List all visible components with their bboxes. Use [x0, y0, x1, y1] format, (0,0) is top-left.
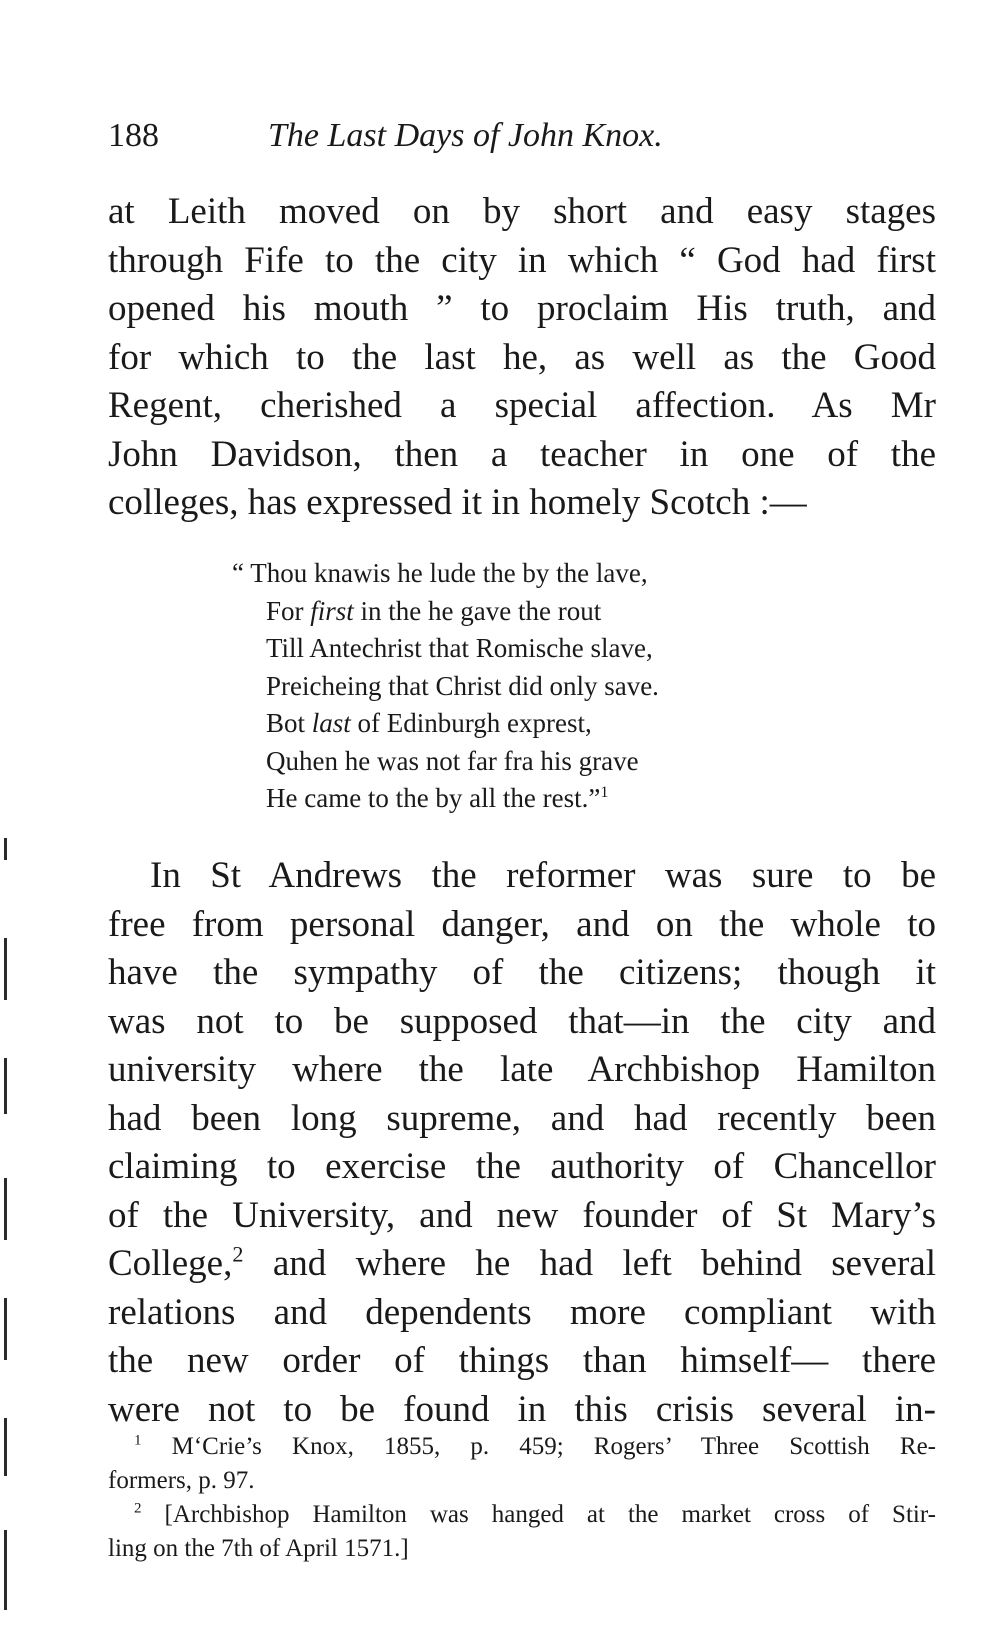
footnote-text: M‘Crie’s Knox, 1855, p. 459; Rogers’ Three Scottish Re- — [141, 1433, 936, 1460]
scan-edge-mark — [4, 1418, 7, 1476]
footnote-ref[interactable]: 2 — [232, 1241, 244, 1267]
verse-text: of Edinburgh exprest, — [350, 708, 592, 738]
running-head — [108, 116, 808, 156]
footnote-text: [Archbishop Hamilton was hanged at the market cross of Stir- — [141, 1501, 936, 1528]
paragraph-1 — [108, 188, 936, 528]
verse-text: For — [266, 595, 311, 626]
footnote-marker: 2 — [134, 1500, 142, 1517]
footnote-ref[interactable]: 1 — [600, 783, 609, 801]
footnote-2 — [108, 1498, 936, 1532]
text-line: for which to the last he, as well as the Good — [108, 336, 936, 378]
verse-line: “ Thou knawis he lude the by the lave, — [232, 558, 648, 588]
page-number: 188 — [108, 117, 159, 154]
verse-line: Preicheing that Christ did only save. — [266, 670, 659, 701]
scan-edge-mark — [4, 1530, 7, 1610]
verse-text: He came to the by all the rest.” — [266, 783, 601, 813]
text-line: at Leith moved on by short and easy stages — [108, 191, 936, 232]
verse-line — [232, 780, 832, 818]
line-text: and where he had left behind several — [243, 1243, 936, 1284]
footnotes — [108, 1430, 936, 1566]
text-line: were not to be found in this crisis several in- — [108, 1388, 936, 1430]
text-line: university where the late Archbishop Hamilton — [108, 1049, 936, 1090]
verse-italic-word: first — [310, 595, 354, 626]
text-line: claiming to exercise the authority of Chancellor — [108, 1146, 936, 1187]
footnote-1 — [108, 1430, 936, 1464]
text-line: through Fife to the city in which “ God had first — [108, 239, 936, 281]
scan-edge-mark — [4, 1298, 7, 1360]
verse-italic-word: last — [311, 708, 351, 738]
text-line: In St Andrews the reformer was sure to be — [150, 855, 936, 896]
verse-line — [232, 593, 832, 631]
scan-edge-mark — [4, 1178, 7, 1240]
scan-edge-mark — [4, 938, 7, 1000]
text-line: colleges, has expressed it in homely Scotch :— — [108, 482, 807, 523]
text-line — [108, 1240, 936, 1289]
verse-text: in the he gave the rout — [353, 595, 602, 626]
book-title: The Last Days of John Knox. — [268, 117, 663, 154]
text-line: John Davidson, then a teacher in one of the — [108, 433, 936, 475]
text-line: of the University, and new founder of St Mary’s — [108, 1194, 936, 1236]
verse-quotation — [232, 555, 832, 818]
paragraph-2 — [108, 852, 936, 1434]
text-line: Regent, cherished a special affection. As Mr — [108, 385, 936, 426]
text-line: free from personal danger, and on the whole to — [108, 903, 936, 945]
footnote-1-cont: formers, p. 97. — [108, 1467, 255, 1494]
scan-edge-mark — [4, 1058, 7, 1114]
footnote-marker: 1 — [134, 1432, 142, 1449]
text-line: was not to be supposed that—in the city and — [108, 1000, 936, 1042]
text-line: had been long supreme, and had recently been — [108, 1097, 936, 1139]
verse-line: Till Antechrist that Romische slave, — [266, 633, 653, 663]
verse-line: Quhen he was not far fra his grave — [266, 745, 639, 776]
text-line: the new order of things than himself— there — [108, 1340, 936, 1381]
text-line: relations and dependents more compliant with — [108, 1291, 936, 1333]
scan-edge-mark — [4, 838, 7, 860]
text-line: have the sympathy of the citizens; though it — [108, 952, 936, 993]
footnote-2-cont: ling on the 7th of April 1571.] — [108, 1535, 409, 1562]
verse-text: Bot — [266, 708, 312, 738]
verse-line — [232, 705, 832, 743]
text-line: opened his mouth ” to proclaim His truth, and — [108, 288, 936, 329]
line-text: College, — [108, 1243, 233, 1284]
